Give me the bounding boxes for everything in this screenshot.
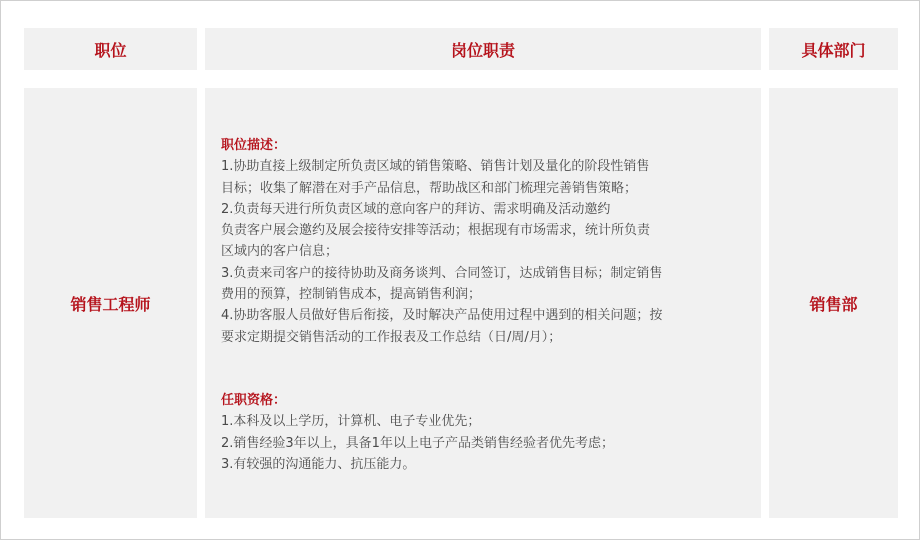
- description-line: 4.协助客服人员做好售后衔接，及时解决产品使用过程中遇到的相关问题；按: [221, 308, 663, 324]
- description-line: 费用的预算，控制销售成本，提高销售利润；: [221, 287, 482, 303]
- requirement-line: 2.销售经验3年以上，具备1年以上电子产品类销售经验者优先考虑；: [221, 435, 614, 451]
- department-cell: [769, 88, 898, 518]
- description-line: 1.协助直接上级制定所负责区域的销售策略、销售计划及量化的阶段性销售: [221, 159, 650, 175]
- position-cell: [24, 88, 197, 518]
- description-line: 3.负责来司客户的接待协助及商务谈判、合同签订，达成销售目标；制定销售: [221, 265, 663, 281]
- description-line: 要求定期提交销售活动的工作报表及工作总结（日/周/月）；: [221, 329, 562, 345]
- description-line: 负责客户展会邀约及展会接待安排等活动；根据现有市场需求，统计所负责: [221, 223, 651, 239]
- department-name: 销售部: [809, 294, 858, 314]
- section-spacer: [221, 348, 747, 390]
- position-title: 销售工程师: [70, 294, 151, 314]
- description-line: 2.负责每天进行所负责区域的意向客户的拜访、需求明确及活动邀约: [221, 201, 611, 217]
- requirement-line: 3.有较强的沟通能力、抗压能力。: [221, 456, 416, 472]
- requirements-title: 任职资格：: [221, 392, 287, 408]
- header-department: 具体部门: [769, 28, 898, 70]
- requirement-line: 1.本科及以上学历，计算机、电子专业优先；: [221, 414, 481, 430]
- header-responsibility: 岗位职责: [205, 28, 761, 70]
- responsibility-cell: [205, 88, 761, 518]
- description-line: 区域内的客户信息；: [221, 244, 339, 260]
- description-title: 职位描述：: [221, 138, 287, 153]
- header-position: 职位: [24, 28, 197, 70]
- description-line: 目标；收集了解潜在对手产品信息，帮助战区和部门梳理完善销售策略；: [221, 180, 638, 196]
